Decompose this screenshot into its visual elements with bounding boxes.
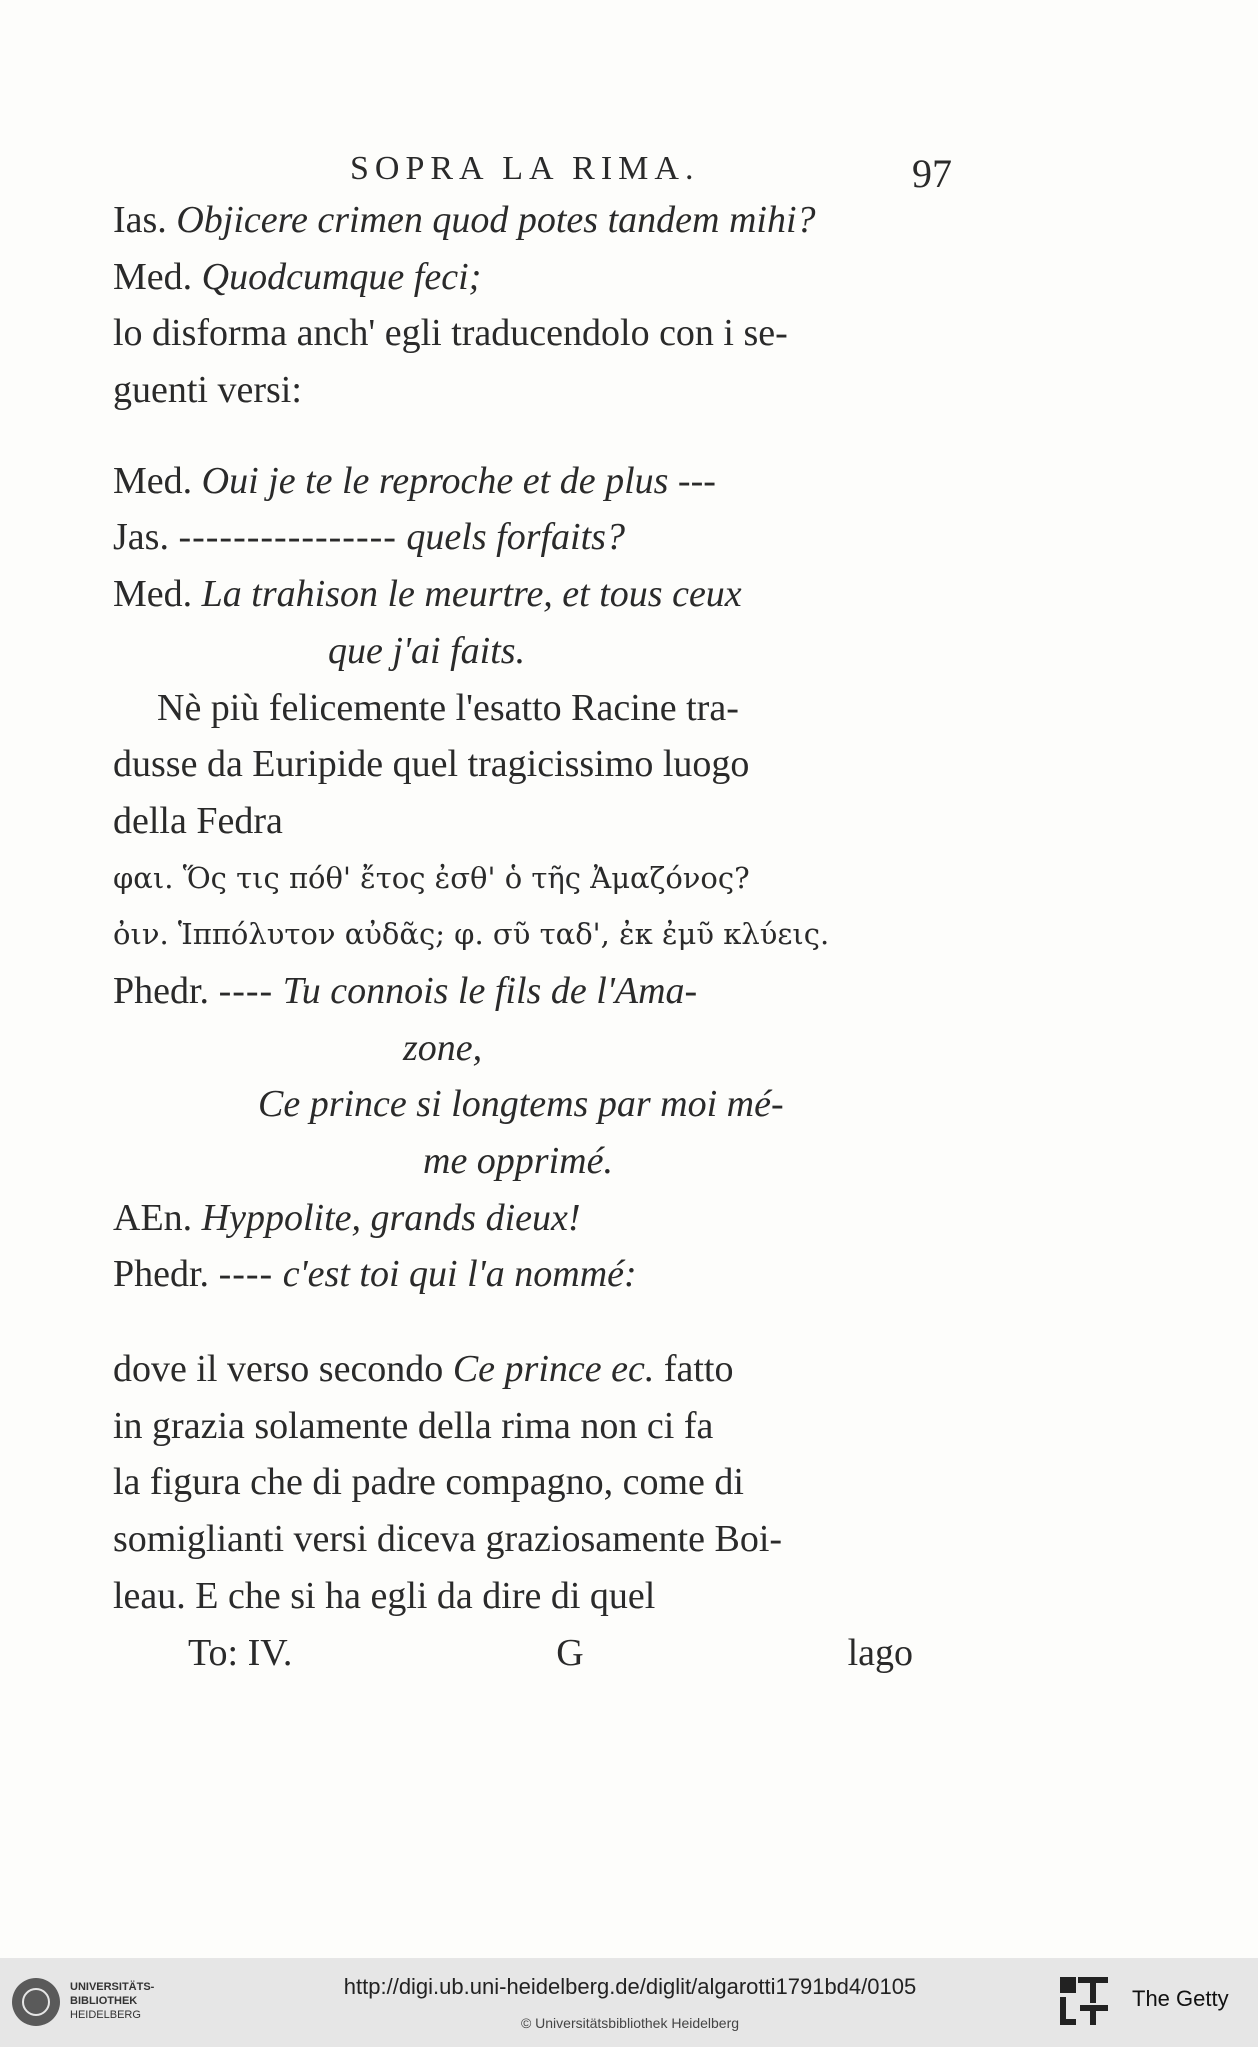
text-line: della Fedra — [113, 799, 283, 842]
viewer-footer — [0, 1958, 1258, 2047]
text-line — [113, 509, 973, 566]
verse-text: quels forfaits? — [406, 516, 625, 559]
speaker-label: ὀιν. — [113, 917, 169, 952]
volume-signature: To: IV. — [188, 1631, 293, 1674]
dash-rule: ---- — [218, 969, 274, 1012]
verse-text: me opprimé. — [423, 1140, 613, 1182]
text-line — [113, 1020, 973, 1077]
copyright-notice: © Universitätsbibliothek Heidelberg — [520, 2015, 740, 2031]
getty-logo-icon[interactable] — [1058, 1975, 1110, 2027]
text-line: lo disforma anch' egli traducendolo con i se- — [113, 312, 788, 355]
verse-text: Objicere crimen quod potes tandem mihi? — [176, 199, 816, 241]
text-line — [113, 1246, 973, 1303]
page-text — [113, 192, 973, 1681]
speaker-label: Phedr. — [113, 969, 210, 1012]
speaker-label: Med. — [113, 255, 193, 298]
verse-text: Oui je te le reproche et de plus --- — [201, 459, 716, 502]
verse-text: Ce prince si longtems par moi mé- — [258, 1083, 784, 1126]
speaker-label: Med. — [113, 573, 193, 616]
text-line — [113, 1190, 973, 1247]
spacer — [113, 1303, 973, 1341]
text-line: Nè più felicemente l'esatto Racine tra- — [157, 686, 739, 729]
speaker-label: Med. — [113, 459, 193, 502]
running-head: SOPRA LA RIMA. — [350, 150, 700, 187]
text-line: leau. E che si ha egli da dire di quel — [113, 1574, 656, 1617]
text-line: somiglianti versi diceva graziosamente Boi- — [113, 1518, 783, 1561]
gathering-letter: G — [556, 1631, 584, 1674]
text-line — [113, 566, 973, 623]
signature-line — [113, 1625, 913, 1682]
verse-text: Quodcumque feci; — [201, 255, 482, 298]
greek-line — [113, 850, 973, 907]
prose-text: dove il verso secondo — [113, 1348, 444, 1391]
speaker-label: φαι. — [113, 860, 174, 895]
text-line — [113, 1341, 973, 1398]
text-line — [113, 453, 973, 510]
speaker-label: Ias. — [113, 199, 167, 241]
page-number: 97 — [912, 151, 952, 196]
library-logo-text: UNIVERSITÄTS- BIBLIOTHEK HEIDELBERG — [70, 1981, 155, 2021]
text-line — [113, 1133, 973, 1190]
verse-text: Tu connois le fils de l'Ama- — [282, 969, 698, 1012]
greek-verse: Ὅς τις πόθ' ἔτος ἐσθ' ὁ τῆς Ἀμαζόνος? — [182, 860, 750, 895]
text-line — [113, 963, 973, 1020]
speaker-label: AEn. — [113, 1196, 193, 1239]
speaker-label: Jas. — [113, 516, 169, 559]
text-line: in grazia solamente della rima non ci fa — [113, 1404, 714, 1447]
dash-rule: ---- — [218, 1253, 274, 1296]
verse-text: La trahison le meurtre, et tous ceux — [201, 573, 742, 616]
text-line — [113, 249, 973, 306]
dash-rule: ---------------- — [178, 516, 397, 559]
verse-text: c'est toi qui l'a nommé: — [282, 1253, 637, 1296]
verse-text: zone, — [403, 1026, 483, 1069]
seal-icon — [12, 1978, 60, 2026]
speaker-label: Phedr. — [113, 1253, 210, 1296]
prose-text: fatto — [663, 1348, 734, 1391]
text-line: la figura che di padre compagno, come di — [113, 1461, 744, 1504]
prose-italic: Ce prince ec. — [452, 1348, 655, 1391]
getty-label: The Getty — [1132, 1986, 1229, 2011]
spacer — [113, 419, 973, 453]
text-line — [113, 623, 973, 680]
verse-text: Hyppolite, grands dieux! — [201, 1196, 581, 1239]
greek-verse: Ἱππόλυτον αὐδᾶς; φ. σῦ ταδ', ἐκ ἐμῦ κλύεις. — [177, 917, 830, 952]
verse-text: que j'ai faits. — [328, 629, 526, 672]
greek-line — [113, 906, 973, 963]
permalink-url[interactable]: http://digi.ub.uni-heidelberg.de/diglit/algarotti1791bd4/0105 — [343, 1974, 917, 1999]
text-line — [113, 1076, 973, 1133]
text-line: dusse da Euripide quel tragicissimo luogo — [113, 743, 750, 786]
catchword: lago — [847, 1631, 913, 1674]
university-library-logo[interactable] — [12, 1978, 167, 2030]
text-line — [113, 192, 973, 249]
text-line: guenti versi: — [113, 369, 302, 412]
